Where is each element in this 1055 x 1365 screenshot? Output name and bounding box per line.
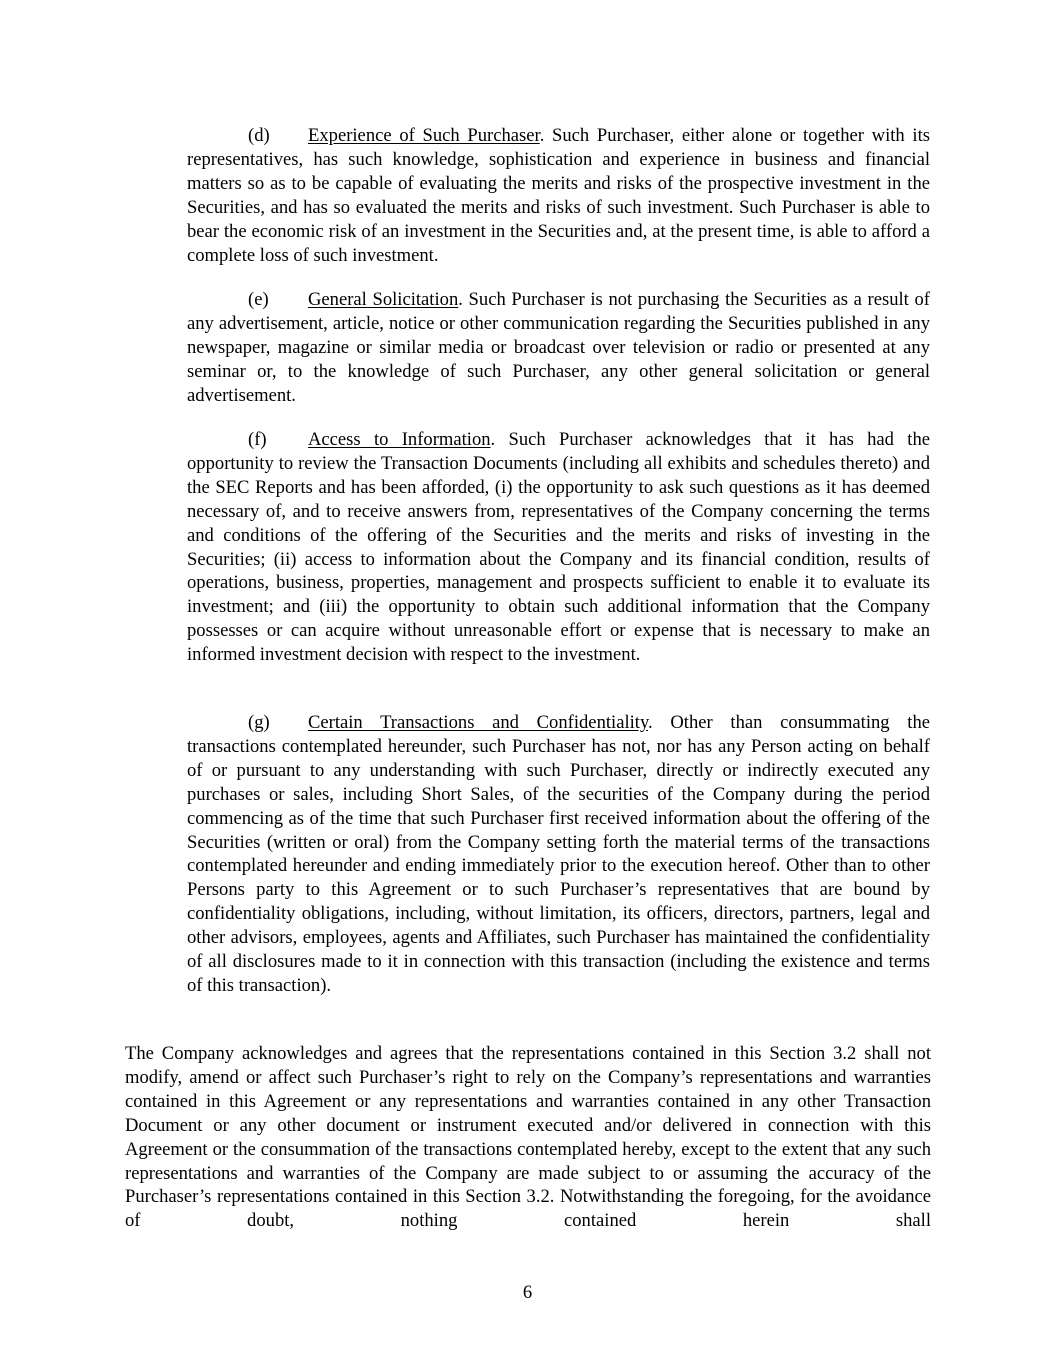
subsection-f-label: (f) bbox=[248, 429, 267, 450]
page-number: 6 bbox=[522, 1282, 533, 1303]
subsection-e-heading: General Solicitation bbox=[308, 289, 459, 310]
subsection-e-body: . Such Purchaser is not purchasing the Securities as a result of any advertisement, article, notice or other communication regarding the Securities published in any newspaper, magazine or similar media or broadcast over television or radio or presented at any seminar or, to the knowledge of such Purchaser, any other general solicitation or general advertisement. bbox=[187, 289, 930, 406]
subsection-f-body: . Such Purchaser acknowledges that it has had the opportunity to review the Transaction Documents (including all exhibits and schedules thereto) and the SEC Reports and has been afforded, (i) the opportunity to ask such questions as it has deemed necessary of, and to receive answers from, representatives of the Company concerning the terms and conditions of the offering of the Securities and the merits and risks of investing in the Securities; (ii) access to information about the Company and its financial condition, results of operations, business, properties, management and prospects sufficient to enable it to evaluate its investment; and (iii) the opportunity to obtain such additional information that the Company possesses or can acquire without unreasonable effort or expense that is necessary to make an informed investment decision with respect to the investment. bbox=[187, 429, 930, 666]
subsection-f-heading: Access to Information bbox=[308, 429, 491, 450]
subsection-g-label: (g) bbox=[248, 712, 270, 733]
subsection-d-heading: Experience of Such Purchaser bbox=[308, 125, 540, 146]
subsection-e bbox=[187, 288, 930, 408]
closing-paragraph: The Company acknowledges and agrees that the representations contained in this Section 3.2 shall not modify, amend or affect such Purchaser’s right to rely on the Company’s representations and warranties contained in this Agreement or any representations and warranties contained in any other Transaction Document or any other document or instrument executed and/or delivered in connection with this Agreement or the consummation of the transactions contemplated hereby, except to the extent that any such representations and warranties of the Company are made subject to or assuming the accuracy of the Purchaser’s representations contained in this Section 3.2. Notwithstanding the foregoing, for the avoidance of doubt, nothing contained herein shall bbox=[125, 1043, 931, 1232]
subsection-d-body: . Such Purchaser, either alone or together with its representatives, has such knowledge, sophistication and experience in business and financial matters so as to be capable of evaluating the merits and risks of the prospective investment in the Securities, and has so evaluated the merits and risks of such investment. Such Purchaser is able to bear the economic risk of an investment in the Securities and, at the present time, is able to afford a complete loss of such investment. bbox=[187, 125, 930, 266]
subsection-g-heading: Certain Transactions and Confidentiality bbox=[308, 712, 649, 733]
subsection-e-label: (e) bbox=[248, 289, 269, 310]
subsection-g bbox=[187, 711, 930, 998]
subsection-f bbox=[187, 428, 930, 667]
subsection-d-label: (d) bbox=[248, 125, 270, 146]
subsection-d bbox=[187, 124, 930, 267]
subsection-g-body: . Other than consummating the transactions contemplated hereunder, such Purchaser has not, nor has any Person acting on behalf of or pursuant to any understanding with such Purchaser, directly or indirectly executed any purchases or sales, including Short Sales, of the securities of the Company during the period commencing as of the time that such Purchaser first received information about the offering of the Securities (written or oral) from the Company setting forth the material terms of the transactions contemplated hereunder and ending immediately prior to the execution hereof. Other than to other Persons party to this Agreement or to such Purchaser’s representatives that are bound by confidentiality obligations, including, without limitation, its officers, directors, partners, legal and other advisors, employees, agents and Affiliates, such Purchaser has maintained the confidentiality of all disclosures made to it in connection with this transaction (including the existence and terms of this transaction). bbox=[187, 712, 930, 996]
